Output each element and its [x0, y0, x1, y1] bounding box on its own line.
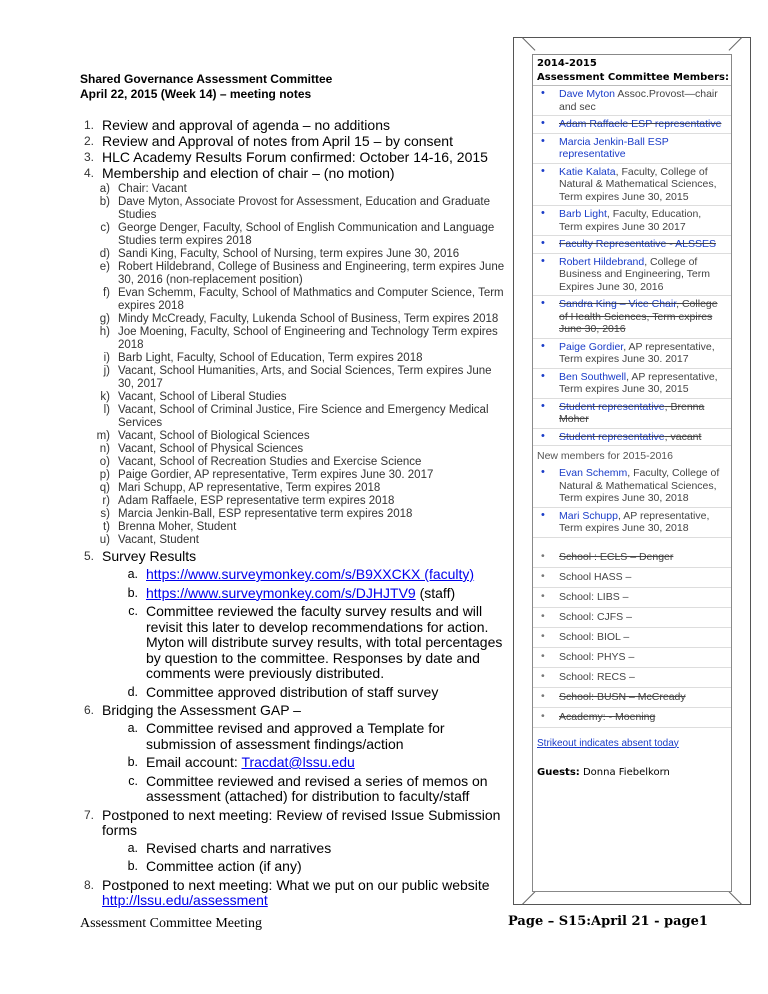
member-text: Brenna Moher, Student	[118, 521, 237, 533]
membership-item	[80, 183, 510, 196]
sub-letter: b.	[127, 585, 138, 600]
member-name: Faculty Representative - ALSSES	[559, 238, 716, 250]
member-details: , AP representative, Term expires June 30, 2018	[559, 509, 710, 534]
member-name: Dave Myton	[559, 88, 616, 100]
sub-letter: a)	[99, 183, 110, 195]
member-details: , AP representative, Term expires June 30. 2017	[559, 340, 715, 365]
school-label: School: BUSN – McCready	[559, 690, 686, 703]
sub-text: Revised charts and narratives	[146, 839, 332, 856]
sub-letter: q)	[99, 482, 110, 494]
sub-letter: n)	[99, 443, 110, 455]
sub-item	[80, 586, 510, 602]
membership-item	[80, 443, 510, 456]
new-member-list	[533, 465, 731, 538]
sub-letter: h)	[99, 326, 110, 338]
school-item	[533, 668, 731, 688]
member-name: Katie Kalata	[559, 165, 616, 178]
item-number: 8.	[83, 877, 94, 892]
school-item	[533, 628, 731, 648]
membership-item	[80, 521, 510, 534]
membership-item	[80, 391, 510, 404]
member-name: Sandra King – Vice Chair	[559, 298, 677, 310]
agenda-list	[80, 118, 510, 181]
new-member-item	[533, 465, 731, 508]
item-title: Review and approval of agenda – no additions	[102, 117, 390, 133]
member-name: Student representative	[559, 430, 665, 443]
sub-text: Committee action (if any)	[146, 858, 302, 874]
meeting-date: April 22, 2015 (Week 14) – meeting notes	[80, 87, 312, 101]
member-name: Marcia Jenkin-Ball ESP representative	[559, 135, 669, 160]
member-text: George Denger, Faculty, School of English Communication and Language Studies term expires 2018	[118, 222, 495, 247]
sub-text: Committee reviewed and revised a series of memos on assessment (attached) for distribution to faculty/staff	[146, 772, 488, 804]
member-name: Adam Raffaele ESP representative	[559, 118, 722, 130]
sub-item	[80, 685, 510, 701]
email-link[interactable]: Tracdat@lssu.edu	[241, 754, 355, 770]
member-text: Dave Myton, Associate Provost for Assessment, Education and Graduate Studies	[118, 196, 491, 221]
item-number: 5.	[83, 549, 94, 563]
sub-item	[80, 721, 510, 752]
sub-letter: c)	[100, 222, 110, 234]
member-text: Vacant, School of Liberal Studies	[118, 391, 287, 403]
sub-letter: j)	[103, 365, 110, 377]
sub-letter: t)	[102, 521, 110, 533]
sub-letter: b)	[99, 196, 110, 208]
bullet-icon: •	[541, 689, 545, 702]
item-number: 4.	[83, 166, 94, 180]
item-title: Review and Approval of notes from April 15 – by consent	[102, 133, 453, 149]
sub-letter: f)	[102, 287, 110, 299]
membership-item	[80, 222, 510, 248]
member-item	[533, 339, 731, 369]
meeting-notes	[80, 118, 510, 908]
school-label: Academy: - Moening	[559, 710, 656, 723]
document-header	[80, 72, 332, 102]
member-item	[533, 86, 731, 116]
bullet-icon: •	[541, 549, 545, 562]
school-item	[533, 548, 731, 568]
membership-item	[80, 352, 510, 365]
item-title: Membership and election of chair – (no motion)	[102, 165, 395, 181]
bullet-icon: •	[541, 609, 545, 622]
bullet-icon: •	[541, 87, 545, 99]
bullet-icon: •	[541, 649, 545, 662]
member-text: Evan Schemm, Faculty, School of Mathmatics and Computer Science, Term expires 2018	[118, 287, 504, 312]
member-item	[533, 399, 731, 429]
membership-item	[80, 482, 510, 495]
sidebar-year: 2014-2015	[537, 58, 597, 69]
bullet-icon: •	[541, 134, 545, 147]
bullet-icon: •	[541, 164, 545, 177]
bullet-icon: •	[541, 369, 545, 382]
footer-title: Assessment Committee Meeting	[80, 916, 262, 931]
member-name: Ben Southwell	[559, 370, 627, 383]
item-title: Postponed to next meeting: What we put on our public website	[102, 876, 490, 893]
agenda-item	[80, 118, 510, 133]
bullet-icon: •	[541, 339, 545, 352]
agenda-item	[80, 166, 510, 181]
bullet-icon: •	[541, 629, 545, 642]
school-label: School : ECLS – Denger	[559, 550, 674, 563]
member-text: Vacant, School of Biological Sciences	[118, 430, 310, 442]
member-details: , Faculty, College of Natural & Mathematical Sciences, Term expires June 30, 2015	[559, 165, 717, 203]
sub-letter: u)	[99, 534, 110, 546]
member-item	[533, 369, 731, 399]
sub-letter: o)	[99, 456, 110, 468]
agenda-item-8	[80, 878, 510, 908]
sub-text: Committee approved distribution of staff survey	[146, 683, 439, 700]
members-sidebar	[513, 37, 751, 905]
school-label: School: PHYS –	[559, 650, 635, 663]
strikeout-note: Strikeout indicates absent today	[537, 737, 679, 749]
school-item	[533, 708, 731, 728]
member-item	[533, 134, 731, 164]
member-item	[533, 429, 731, 447]
school-item	[533, 648, 731, 668]
membership-item	[80, 365, 510, 391]
sub-text: Committee reviewed the faculty survey results and will revisit this later to develop recommendations for action. Myton will distribute survey results, with total percentages by question to the committee. Responses by date and comments were previously distributed.	[146, 603, 503, 681]
school-item	[533, 588, 731, 608]
membership-item	[80, 248, 510, 261]
sidebar-panel	[532, 54, 732, 892]
member-details: Assoc.Provost—chair and sec	[559, 88, 718, 113]
new-member-item	[533, 508, 731, 538]
member-details: , College of Health Sciences, Term expires June 30, 2016	[559, 298, 718, 335]
membership-item	[80, 456, 510, 469]
link-suffix: (staff)	[415, 584, 456, 601]
school-label: School: CJFS –	[559, 610, 632, 623]
agenda-item-6	[80, 703, 510, 718]
item-number: 7.	[83, 807, 94, 822]
school-item	[533, 608, 731, 628]
membership-item	[80, 508, 510, 521]
sub-letter: b.	[127, 859, 138, 873]
member-item	[533, 236, 731, 254]
school-label: School HASS –	[559, 570, 632, 583]
sub-letter: i)	[103, 352, 110, 364]
bullet-icon: •	[541, 508, 545, 521]
item-title: Postponed to next meeting: Review of revised Issue Submission forms	[102, 806, 501, 838]
sub-item	[80, 859, 510, 875]
member-list	[533, 86, 731, 446]
committee-title: Shared Governance Assessment Committee	[80, 72, 333, 86]
bullet-icon: •	[541, 669, 545, 682]
member-details: , vacant	[664, 430, 702, 443]
sub-letter: a.	[127, 567, 138, 581]
agenda-item-5	[80, 549, 510, 564]
sub-letter: c.	[128, 604, 138, 618]
sub-item	[80, 755, 510, 771]
membership-list	[80, 183, 510, 547]
member-details: , AP representative, Term expires June 30, 2015	[559, 370, 718, 395]
email-label: Email account:	[146, 754, 242, 770]
membership-item	[80, 534, 510, 547]
sub-item	[80, 567, 510, 583]
agenda-item	[80, 150, 510, 165]
member-text: Vacant, School of Recreation Studies and Exercise Science	[118, 456, 422, 468]
member-text: Vacant, Student	[118, 534, 199, 546]
member-text: Barb Light, Faculty, School of Education, Term expires 2018	[118, 352, 423, 364]
bullet-icon: •	[541, 709, 545, 722]
member-name: Barb Light	[559, 208, 607, 220]
member-text: Joe Moening, Faculty, School of Engineering and Technology Term expires 2018	[118, 326, 498, 351]
agenda-item-7	[80, 808, 510, 838]
member-details: , College of Business and Engineering, Term Expires June 30, 2016	[559, 255, 710, 293]
member-name: Mari Schupp	[559, 509, 618, 522]
item-title: HLC Academy Results Forum confirmed: October 14-16, 2015	[102, 149, 488, 165]
sub-letter: s)	[100, 508, 110, 520]
member-details: , Brenna Moher	[559, 400, 705, 425]
sub-letter: l)	[103, 404, 110, 416]
agenda-item	[80, 134, 510, 149]
member-text: Sandi King, Faculty, School of Nursing, term expires June 30, 2016	[118, 248, 460, 260]
item-title: Bridging the Assessment GAP –	[102, 702, 301, 718]
membership-item	[80, 430, 510, 443]
member-text: Mari Schupp, AP representative, Term expires 2018	[118, 482, 381, 494]
sub-letter: e)	[99, 261, 110, 273]
membership-item	[80, 196, 510, 222]
sidebar-heading: Assessment Committee Members:	[533, 71, 731, 86]
sub-item	[80, 841, 510, 857]
school-label: School: RECS –	[559, 670, 635, 683]
sub-letter: a.	[127, 840, 138, 855]
item-number: 2.	[83, 134, 94, 148]
sub-letter: d.	[127, 684, 138, 699]
sub-letter: r)	[102, 495, 110, 507]
member-text: Marcia Jenkin-Ball, ESP representative term expires 2018	[118, 508, 413, 520]
bullet-icon: •	[541, 254, 545, 267]
member-details: , Faculty, College of Natural & Mathematical Sciences, Term expires June 30, 2018	[559, 467, 720, 504]
member-text: Vacant, School of Physical Sciences	[118, 443, 304, 455]
membership-item	[80, 261, 510, 287]
member-name: Paige Gordier	[559, 340, 624, 353]
sub-letter: a.	[127, 721, 138, 735]
member-text: Chair: Vacant	[118, 183, 187, 195]
sub-letter: b.	[127, 755, 138, 769]
member-name: Robert Hildebrand	[559, 255, 645, 268]
footer-page: Page – S15:April 21 - page1	[508, 914, 708, 929]
member-item	[533, 164, 731, 207]
membership-item	[80, 313, 510, 326]
faculty-survey-link[interactable]: https://www.surveymonkey.com/s/B9XXCKX (faculty)	[146, 566, 475, 582]
membership-item	[80, 495, 510, 508]
member-item	[533, 254, 731, 297]
bullet-icon: •	[541, 237, 545, 249]
member-name: Student representative	[559, 400, 665, 413]
sub-letter: d)	[99, 248, 110, 260]
member-text: Adam Raffaele, ESP representative term expires 2018	[118, 495, 395, 507]
sub-letter: p)	[99, 469, 110, 481]
guests-names: Donna Fiebelkorn	[579, 766, 670, 778]
membership-item	[80, 469, 510, 482]
member-text: Paige Gordier, AP representative, Term expires June 30. 2017	[118, 469, 434, 481]
guests-label: Guests:	[537, 766, 580, 778]
member-name: Evan Schemm	[559, 467, 628, 479]
school-item	[533, 688, 731, 708]
bullet-icon: •	[541, 589, 545, 602]
member-item	[533, 116, 731, 134]
staff-survey-link[interactable]: https://www.surveymonkey.com/s/DJHJTV9	[146, 584, 416, 601]
sub-text: Committee revised and approved a Template for submission of assessment findings/action	[146, 720, 445, 752]
guests-line	[533, 749, 731, 778]
assessment-website-link[interactable]: http://lssu.edu/assessment	[102, 891, 268, 908]
sub-letter: c.	[128, 773, 138, 788]
bullet-icon: •	[541, 466, 545, 478]
bullet-icon: •	[541, 207, 545, 219]
school-item	[533, 568, 731, 588]
sub-letter: m)	[96, 430, 110, 442]
member-item	[533, 296, 731, 339]
member-item	[533, 206, 731, 236]
member-text: Mindy McCready, Faculty, Lukenda School of Business, Term expires 2018	[118, 313, 499, 325]
sub-letter: k)	[100, 391, 110, 403]
sub-letter: g)	[99, 313, 110, 325]
membership-item	[80, 404, 510, 430]
bullet-icon: •	[541, 117, 545, 129]
member-details: , Faculty, Education, Term expires June 30 2017	[559, 208, 702, 233]
item-title: Survey Results	[102, 548, 197, 564]
member-text: Vacant, School Humanities, Arts, and Social Sciences, Term expires June 30, 2017	[118, 365, 492, 390]
membership-item	[80, 287, 510, 313]
new-members-label: New members for 2015-2016	[537, 450, 673, 462]
school-label: School: LIBS –	[559, 590, 629, 603]
membership-item	[80, 326, 510, 352]
member-text: Robert Hildebrand, College of Business and Engineering, term expires June 30, 2016 (non-replacement position)	[118, 261, 505, 286]
item-number: 3.	[83, 150, 94, 164]
item-number: 1.	[83, 118, 94, 132]
sub-item	[80, 604, 510, 682]
bullet-icon: •	[541, 399, 545, 412]
school-label: School: BIOL –	[559, 630, 630, 643]
bullet-icon: •	[541, 297, 545, 309]
member-text: Vacant, School of Criminal Justice, Fire Science and Emergency Medical Services	[118, 404, 489, 429]
item-number: 6.	[83, 703, 94, 717]
school-list	[533, 548, 731, 728]
sub-item	[80, 774, 510, 805]
bullet-icon: •	[541, 429, 545, 442]
bullet-icon: •	[541, 569, 545, 582]
